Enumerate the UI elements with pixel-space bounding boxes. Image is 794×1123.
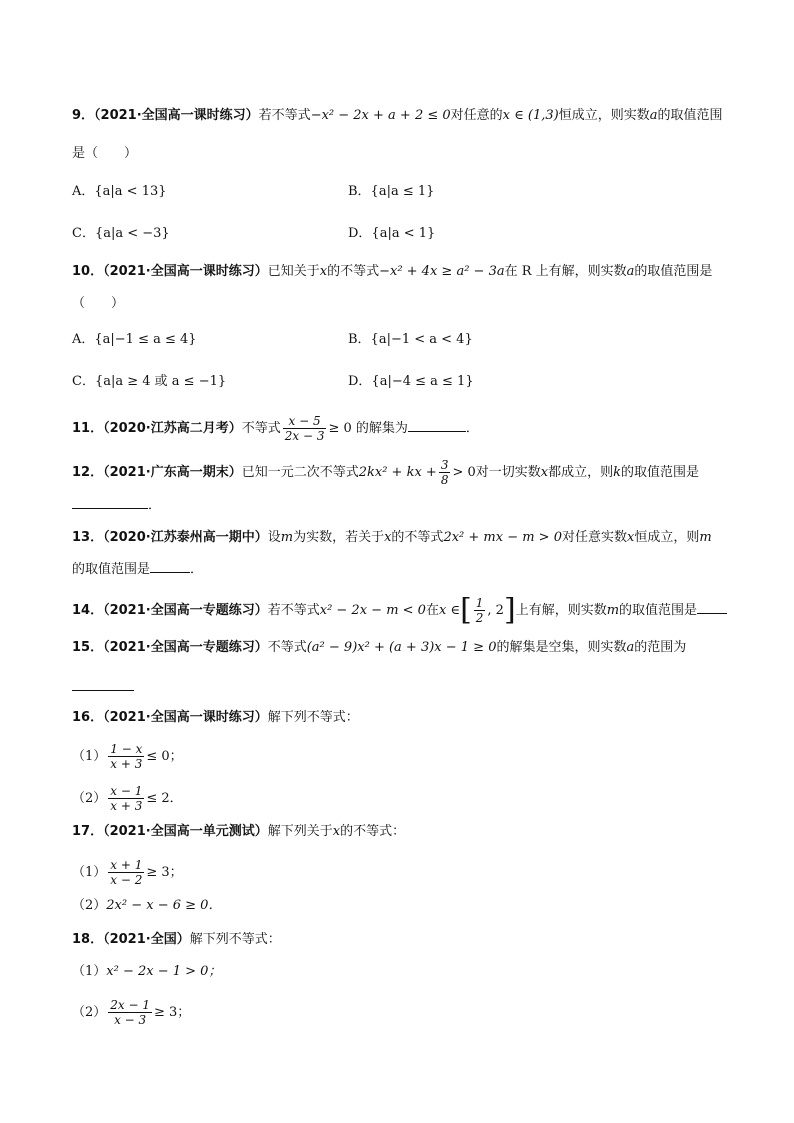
question-source: （2021·全国高一单元测试） xyxy=(103,824,268,839)
fraction-numerator: x − 1 xyxy=(110,784,143,798)
fraction-denominator: x + 3 xyxy=(110,799,143,813)
math-variable: x xyxy=(540,465,549,480)
answer-blank[interactable] xyxy=(408,417,466,432)
option-c[interactable]: C．{a|a ≥ 4 或 a ≤ −1} xyxy=(72,374,227,389)
question-number: 11． xyxy=(72,421,104,436)
math-variable: a xyxy=(649,108,658,123)
question-17-part-1 xyxy=(72,858,183,887)
question-text: 解下列关于 xyxy=(267,824,333,839)
fraction-denominator: 2 xyxy=(475,611,484,625)
question-text: ． xyxy=(465,421,479,436)
fraction xyxy=(439,458,451,487)
question-text: 的范围为 xyxy=(634,640,687,655)
question-10-continued: （ ） xyxy=(72,296,125,311)
fraction-denominator: 2x − 3 xyxy=(284,429,325,443)
part-label: （1） xyxy=(72,865,107,880)
question-text: ≥ 0 的解集为 xyxy=(328,421,408,436)
question-18-part-2 xyxy=(72,998,190,1027)
question-text: 在 xyxy=(425,603,439,618)
question-source: （2021·全国） xyxy=(103,932,190,947)
math-expression: x² − 2x − 1 > 0； xyxy=(106,964,222,979)
option-a[interactable]: A．{a|−1 ≤ a ≤ 4} xyxy=(72,332,197,347)
math-variable: x xyxy=(384,530,392,545)
question-15 xyxy=(72,638,686,658)
math-variable: x xyxy=(627,530,635,545)
question-text: 的取值范围是 xyxy=(634,264,713,279)
question-source: （2021·全国高一课时练习） xyxy=(94,108,259,123)
question-text: ． xyxy=(190,562,204,577)
option-b[interactable]: B．{a|a ≤ 1} xyxy=(348,184,435,199)
math-variable: k xyxy=(613,465,622,480)
math-variable: x xyxy=(332,824,341,839)
question-14 xyxy=(72,592,727,628)
question-13-continued xyxy=(72,558,203,580)
math-expression: −x² + 4x ≥ a² − 3a xyxy=(379,264,505,279)
part-label: （1） xyxy=(72,964,107,979)
math-expression: ≥ 3； xyxy=(146,865,183,880)
question-12-continued xyxy=(72,494,161,516)
fraction-denominator: x − 3 xyxy=(114,1013,147,1027)
question-text: 设 xyxy=(267,530,281,545)
answer-blank[interactable] xyxy=(72,676,134,691)
question-13 xyxy=(72,528,712,548)
fraction xyxy=(474,596,486,625)
math-expression: > 0 xyxy=(452,465,476,480)
question-18 xyxy=(72,930,281,950)
question-number: 12． xyxy=(72,465,104,480)
math-domain: , 2 xyxy=(487,603,504,618)
question-text: 的不等式 xyxy=(391,530,444,545)
math-expression: −x² − 2x + a + 2 ≤ 0 xyxy=(310,108,451,123)
answer-blank[interactable] xyxy=(150,558,190,573)
fraction-numerator: 1 xyxy=(475,596,484,610)
option-d[interactable]: D．{a|−4 ≤ a ≤ 1} xyxy=(348,374,474,389)
question-text: ． xyxy=(148,498,162,513)
math-domain: x ∈ xyxy=(438,603,461,618)
fraction-numerator: x − 5 xyxy=(283,414,327,429)
option-b[interactable]: B．{a|−1 < a < 4} xyxy=(348,332,473,347)
question-text: 已知关于 xyxy=(267,264,320,279)
question-number: 16． xyxy=(72,710,104,725)
part-label: （1） xyxy=(72,749,107,764)
question-text: 对任意实数 xyxy=(561,530,627,545)
part-label: （2） xyxy=(72,898,107,913)
option-a[interactable]: A．{a|a < 13} xyxy=(72,184,167,199)
question-text: 为实数，若关于 xyxy=(293,530,385,545)
math-variable: m xyxy=(606,603,620,618)
question-number: 13． xyxy=(72,530,104,545)
question-text: 恒成立，则实数 xyxy=(558,108,650,123)
question-9 xyxy=(72,106,723,126)
question-text: 解下列不等式： xyxy=(189,932,281,947)
question-text: 解下列不等式： xyxy=(267,710,359,725)
question-source: （2021·广东高一期末） xyxy=(103,465,242,480)
question-text: 不等式 xyxy=(267,640,307,655)
fraction xyxy=(108,998,152,1027)
question-text: 的取值范围是 xyxy=(72,562,151,577)
fraction-denominator: x + 3 xyxy=(110,757,143,771)
fraction xyxy=(108,858,144,887)
math-expression: ≤ 0； xyxy=(146,749,183,764)
question-16 xyxy=(72,708,359,728)
math-expression: 2x² − x − 6 ≥ 0． xyxy=(106,898,222,913)
question-12 xyxy=(72,458,699,487)
fraction-denominator: x − 2 xyxy=(110,873,143,887)
question-source: （2021·全国高一专题练习） xyxy=(103,640,268,655)
math-variable: x xyxy=(319,264,328,279)
question-text: 已知一元二次不等式 xyxy=(241,465,359,480)
fraction xyxy=(108,742,144,771)
question-text: 的取值范围是 xyxy=(619,603,698,618)
fraction-numerator: x + 1 xyxy=(110,858,143,872)
question-text: 对任意的 xyxy=(450,108,503,123)
fraction-denominator: 8 xyxy=(440,473,449,487)
question-15-continued xyxy=(72,676,134,698)
fraction-numerator: 3 xyxy=(440,458,449,472)
math-expression: 2kx² + kx + xyxy=(358,465,437,480)
question-9-continued: 是（ ） xyxy=(72,146,138,161)
question-text: 的解集是空集，则实数 xyxy=(496,640,627,655)
question-source: （2020·江苏高二月考） xyxy=(103,421,242,436)
question-text: 若不等式 xyxy=(258,108,311,123)
math-expression: (a² − 9)x² + (a + 3)x − 1 ≥ 0 xyxy=(306,640,497,655)
question-number: 9． xyxy=(72,108,95,123)
question-10 xyxy=(72,262,712,282)
math-domain: x ∈ (1,3) xyxy=(502,108,559,123)
question-number: 14． xyxy=(72,603,104,618)
question-source: （2021·全国高一专题练习） xyxy=(103,603,268,618)
question-text: 对一切实数 xyxy=(475,465,541,480)
part-label: （2） xyxy=(72,1005,107,1020)
fraction-numerator: 2x − 1 xyxy=(110,998,151,1012)
question-number: 10． xyxy=(72,264,104,279)
question-text: 的取值范围 xyxy=(657,108,723,123)
math-expression: 2x² + mx − m > 0 xyxy=(443,530,562,545)
option-c[interactable]: C．{a|a < −3} xyxy=(72,226,170,241)
math-expression: ≤ 2． xyxy=(146,791,183,806)
question-source: （2020·江苏泰州高一期中） xyxy=(103,530,268,545)
question-17-part-2 xyxy=(72,896,221,916)
question-text: 不等式 xyxy=(241,421,281,436)
math-variable: m xyxy=(699,530,712,545)
math-expression: x² − 2x − m < 0 xyxy=(319,603,426,618)
left-bracket: [ xyxy=(460,592,472,628)
question-text: 的不等式 xyxy=(327,264,380,279)
question-text: 上有解，则实数 xyxy=(515,603,607,618)
question-17 xyxy=(72,822,405,842)
option-d[interactable]: D．{a|a < 1} xyxy=(348,226,436,241)
question-text: 都成立，则 xyxy=(548,465,614,480)
question-number: 17． xyxy=(72,824,104,839)
answer-blank[interactable] xyxy=(697,599,727,614)
math-variable: a xyxy=(626,640,635,655)
question-text: 的取值范围是 xyxy=(621,465,700,480)
question-source: （2021·全国高一课时练习） xyxy=(103,710,268,725)
question-source: （2021·全国高一课时练习） xyxy=(103,264,268,279)
question-11 xyxy=(72,414,479,443)
question-number: 15． xyxy=(72,640,104,655)
question-number: 18． xyxy=(72,932,104,947)
part-label: （2） xyxy=(72,791,107,806)
question-16-part-2 xyxy=(72,784,183,813)
question-text: 若不等式 xyxy=(267,603,320,618)
question-text: 在 R 上有解，则实数 xyxy=(504,264,627,279)
fraction xyxy=(283,414,327,443)
question-16-part-1 xyxy=(72,742,183,771)
math-variable: a xyxy=(626,264,635,279)
question-text: 恒成立，则 xyxy=(634,530,700,545)
math-expression: ≥ 3； xyxy=(154,1005,191,1020)
question-18-part-1 xyxy=(72,962,221,982)
question-text: 的不等式： xyxy=(340,824,406,839)
fraction xyxy=(108,784,144,813)
math-variable: m xyxy=(280,530,294,545)
right-bracket: ] xyxy=(503,592,516,628)
fraction-numerator: 1 − x xyxy=(110,742,143,756)
answer-blank[interactable] xyxy=(72,494,148,509)
